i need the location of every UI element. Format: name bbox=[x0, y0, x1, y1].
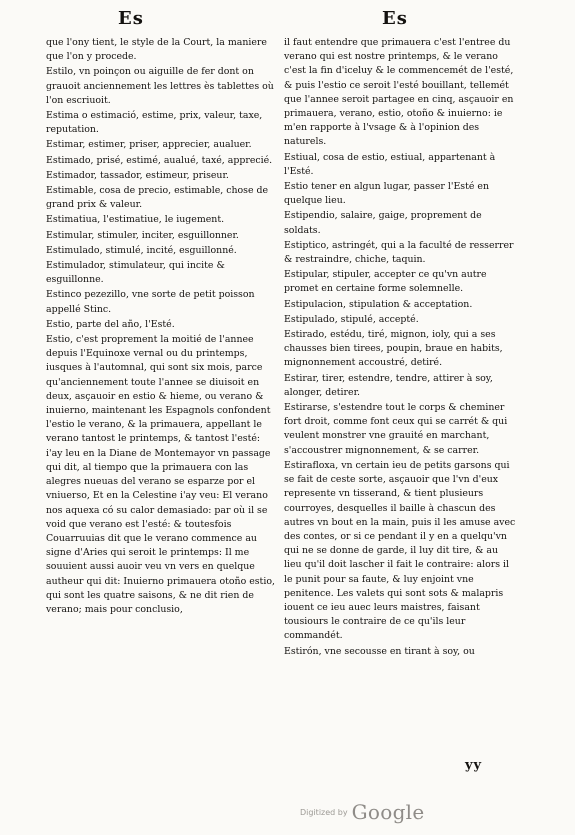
dictionary-entry: Estima o estimació, estime, prix, valeur, taxe, reputation. bbox=[46, 110, 263, 136]
dictionary-entry: Estirafloxa, vn certain ieu de petits garsons qui se fait de ceste sorte, asçauoir que l'vn d'eux represente vn tisserand, & tient plusieurs courroyes, desquelles il baille à chascun des autres vn bout en la main, puis il les amuse avec des contes, or si ce pendant il y en a quelqu'vn qui ne se donne de garde, il luy dit tire, & au lieu qu'il doit lascher il fait le contraire: alors il le punit pour sa faute, & luy enjoint vne penitence. Les valets qui sont sots & malapris iouent ce ieu auec leurs maistres, faisant tousiours le contraire de ce qu'ils leur commandét. bbox=[284, 459, 516, 642]
digitization-watermark bbox=[300, 792, 425, 832]
header-left: Es bbox=[118, 8, 144, 29]
dictionary-entry: Estimulador, stimulateur, qui incite & esguillonne. bbox=[46, 260, 225, 286]
dictionary-entry: Estipendio, salaire, gaige, proprement de soldats. bbox=[284, 210, 482, 236]
right-column bbox=[284, 36, 516, 660]
dictionary-entry: Estipular, stipuler, accepter ce qu'vn autre promet en certaine forme solemnelle. bbox=[284, 269, 487, 295]
dictionary-entry: Estipulacion, stipulation & acceptation. bbox=[284, 298, 473, 310]
dictionary-entry: Estipulado, stipulé, accepté. bbox=[284, 313, 419, 325]
dictionary-entry: Estirar, tirer, estendre, tendre, attirer à soy, alonger, detirer. bbox=[284, 372, 493, 398]
dictionary-entry: Estiptico, astringét, qui a la faculté de resserrer & restraindre, chiche, taquin. bbox=[284, 239, 514, 266]
dictionary-entry: que l'ony tient, le style de la Court, la maniere que l'on y procede. bbox=[46, 37, 267, 63]
dictionary-entry: Estirarse, s'estendre tout le corps & cheminer fort droit, comme font ceux qui se carrét & qui veulent monstrer vne grauité en marchant, s'accoustrer mignonnement, & se carrer. bbox=[284, 402, 508, 456]
running-header bbox=[0, 8, 575, 28]
google-logo: Google bbox=[351, 800, 425, 824]
dictionary-entry: Estimado, prisé, estimé, aualué, taxé, apprecié. bbox=[46, 154, 273, 166]
dictionary-entry: Estimulado, stimulé, incité, esguillonné. bbox=[46, 244, 237, 256]
dictionary-entry: Estirado, estédu, tiré, mignon, ioly, qui a ses chausses bien tirees, poupin, braue en habits, mignonnement accoustré, detiré. bbox=[284, 329, 503, 369]
dictionary-entry: Estilo, vn poinçon ou aiguille de fer dont on grauoit anciennement les lettres ès tablettes où l'on escriuoit. bbox=[46, 66, 274, 106]
dictionary-entry: Estimatiua, l'estimatiue, le iugement. bbox=[46, 214, 225, 226]
dictionary-entry: Estimular, stimuler, inciter, esguillonner. bbox=[46, 229, 239, 241]
dictionary-entry: Estirón, vne secousse en tirant à soy, ou bbox=[284, 645, 475, 657]
header-right: Es bbox=[382, 8, 408, 29]
dictionary-entry: Estio tener en algun lugar, passer l'Esté en quelque lieu. bbox=[284, 181, 489, 207]
signature-mark: yy bbox=[465, 758, 483, 773]
left-column bbox=[46, 36, 278, 618]
dictionary-entry: Estimable, cosa de precio, estimable, chose de grand prix & valeur. bbox=[46, 185, 269, 211]
column-gutter bbox=[277, 40, 278, 755]
dictionary-entry: Estinco pezezillo, vne sorte de petit poisson appellé Stinc. bbox=[46, 289, 255, 315]
dictionary-entry: Estiual, cosa de estio, estiual, appartenant à l'Esté. bbox=[284, 151, 496, 177]
digitized-by-text: Digitized by bbox=[300, 807, 348, 817]
dictionary-entry: Estimar, estimer, priser, apprecier, aualuer. bbox=[46, 139, 252, 151]
dictionary-entry: il faut entendre que primauera c'est l'entree du verano qui est nostre printemps, & le verano c'est la fin d'iceluy & le commencemét de l'esté, & puis l'estio ce seroit l'esté bouillant, tellemét que l'annee seroit partagee en cinq, asçauoir en primauera, verano, estio, otoño & inuierno: ie m'en rapporte à l'vsage & à l'opinion des naturels. bbox=[284, 37, 514, 148]
dictionary-entry: Estimador, tassador, estimeur, priseur. bbox=[46, 169, 229, 181]
dictionary-entry: Estio, c'est proprement la moitié de l'annee depuis l'Equinoxe vernal ou du printemps, iusques à l'automnal, qui sont six mois, parce qu'anciennement toute l'annee se diuisoit en deux, asçauoir en estio & hieme, ou verano & inuierno, maintenant les Espagnols confondent l'estio le verano, & la primauera, appellant le verano tantost le printemps, & tantost l'esté: i'ay leu en la Diane de Montemayor vn passage qui dit, al tiempo que la primauera con las alegres nueuas del verano se esparze por el vniuerso, Et en la Celestine i'ay veu: El verano nos aquexa có su calor demasiado: par où il se void que verano est l'esté: & toutesfois Couarruuias dit que le verano commence au signe d'Aries qui seroit le printemps: Il me souuient aussi auoir veu vn vers en quelque autheur qui dit: Inuierno primauera otoño estio, qui sont les quatre saisons, & ne dit rien de verano; mais pour conclusio, bbox=[46, 334, 275, 615]
dictionary-entry: Estio, parte del año, l'Esté. bbox=[46, 318, 175, 330]
